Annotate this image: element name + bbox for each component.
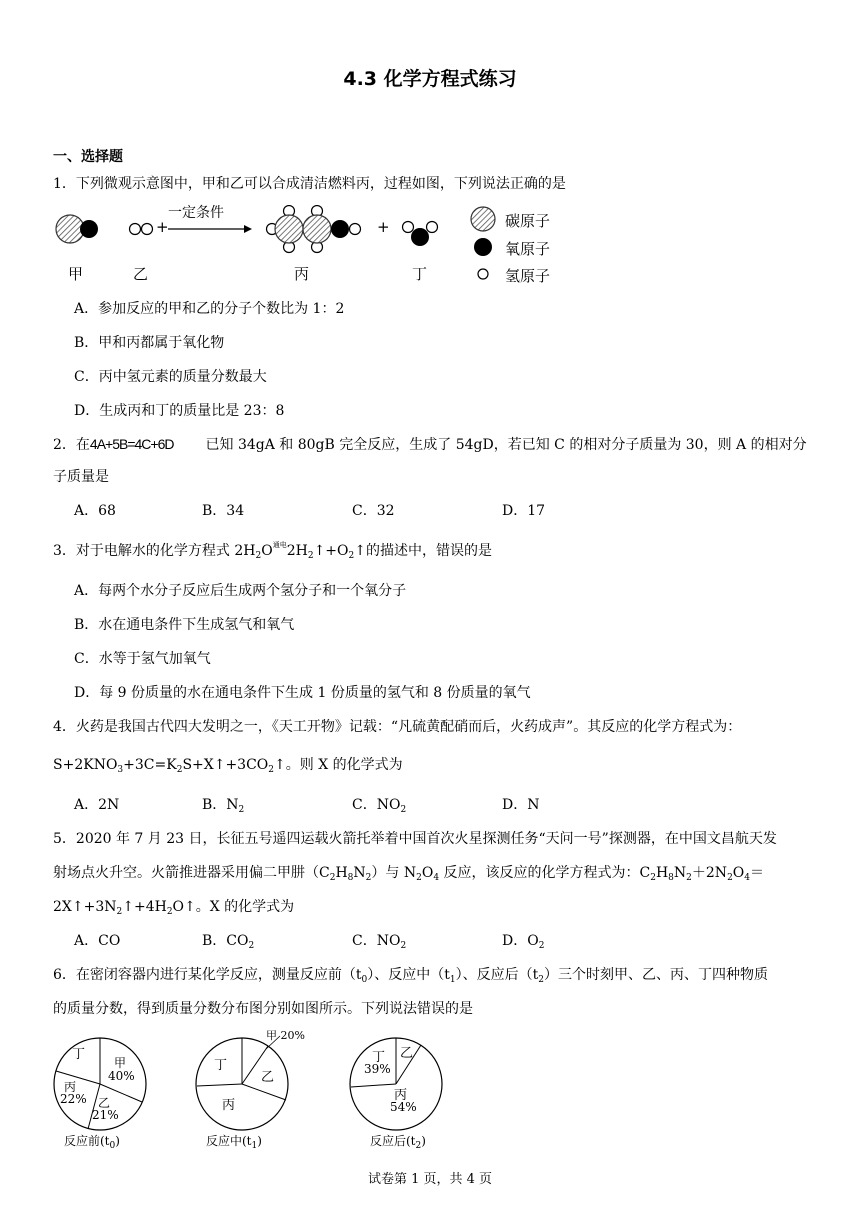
question-3-stem: 3．对于电解水的化学方程式 $2H_2O^{通电}2H_2↑+O_2↑$的描述中，错误的是 <box>53 541 492 561</box>
question-2-option-d: D．17 <box>502 503 546 519</box>
plus-sign: + <box>156 218 169 236</box>
molecule-jia <box>56 215 98 243</box>
molecule-yi <box>130 224 153 235</box>
molecule-ding <box>403 222 438 247</box>
question-5-line2: 射场点火升空。火箭推进器采用偏二甲肼$(C_2H_8N_2)$与 $N_2O_4$ 反应，该反应的化学方程式为：$C_2H_8N_2+2N_2O_4=$ <box>53 865 765 883</box>
equation: 4A+5B=4C+6D <box>89 436 174 452</box>
plus-sign: + <box>377 218 390 236</box>
molecule-bing <box>267 206 361 253</box>
question-3-option-b: B．水在通电条件下生成氢气和氧气 <box>74 617 295 633</box>
diagram-legend <box>471 207 495 279</box>
legend-hydrogen: 氢原子 <box>505 267 551 285</box>
question-2-option-a: A．68 <box>74 503 116 519</box>
question-4-equation: $S+2KNO_3+3C=K_2S+X↑+3CO_2↑$。则 X 的化学式为 <box>53 757 403 775</box>
question-5-line1: 5．2020 年 7 月 23 日，长征五号遥四运载火箭托举着中国首次火星探测任务“天问一号”探测器，在中国文昌航天发 <box>53 831 777 847</box>
legend-oxygen: 氧原子 <box>505 240 551 258</box>
question-1-option-b: B．甲和丙都属于氧化物 <box>74 335 225 351</box>
question-1-option-a: A．参加反应的甲和乙的分子个数比为 1：2 <box>74 301 345 317</box>
question-1-diagram <box>50 205 570 285</box>
question-3-option-c: C．水等于氢气加氧气 <box>74 651 211 667</box>
label-ding: 丁 <box>412 265 428 283</box>
molecule-diagram <box>50 205 570 285</box>
question-5-option-a: A．CO <box>74 933 121 949</box>
pie-t1 <box>196 1036 288 1130</box>
pie-t2-label-yi: 乙 <box>400 1046 414 1061</box>
label-yi: 乙 <box>133 265 149 283</box>
pie-t1-label-yi: 乙 <box>261 1070 275 1085</box>
question-4-stem: 4．火药是我国古代四大发明之一，《天工开物》记载：“凡硫黄配硝而后，火药成声”。其反应的化学方程式为： <box>53 719 742 735</box>
question-5-option-b: B．$CO_2$ <box>202 933 255 951</box>
question-2-option-c: C．32 <box>352 503 395 519</box>
question-3-option-d: D．每 9 份质量的水在通电条件下生成 1 份质量的氢气和 8 份质量的氧气 <box>74 685 531 701</box>
question-3-option-a: A．每两个水分子反应后生成两个氢分子和一个氧分子 <box>74 583 407 599</box>
question-1-stem: 1．下列微观示意图中，甲和乙可以合成清洁燃料丙，过程如图，下列说法正确的是 <box>53 176 566 192</box>
question-6-line2: 的质量分数，得到质量分数分布图分别如图所示。下列说法错误的是 <box>53 1001 473 1017</box>
page-title: 4.3 化学方程式练习 <box>343 68 517 90</box>
pie-t0-label-jia-value: 40% <box>108 1069 135 1083</box>
pie-t1-label-ding: 丁 <box>214 1058 228 1073</box>
page-footer: 试卷第 1 页，共 4 页 <box>367 1172 493 1187</box>
pie-t1-label-bing: 丙 <box>222 1098 236 1113</box>
question-4-option-a: A．2N <box>74 797 120 813</box>
pie-t0-label-ding: 丁 <box>72 1047 86 1062</box>
label-jia: 甲 <box>68 265 84 283</box>
pie-t1-caption: 反应中$(t_1)$ <box>206 1134 262 1151</box>
pie-t0-label-yi: 乙 <box>98 1096 111 1110</box>
question-2-stem: 2．在4A+5B=4C+6D 已知 34gA 和 80gB 完全反应，生成了 54gD，若已知 C 的相对分子质量为 30，则 A 的相对分 <box>53 436 807 453</box>
question-4-option-d: D．N <box>502 797 540 813</box>
question-2-stem-line2: 子质量是 <box>53 469 109 485</box>
condition-label: 通电 <box>272 541 287 549</box>
pie-t0-label-bing: 丙 <box>64 1080 77 1094</box>
question-4-option-b: B．$N_2$ <box>202 797 245 815</box>
legend-carbon: 碳原子 <box>505 212 551 230</box>
question-1-option-c: C．丙中氢元素的质量分数最大 <box>74 369 267 385</box>
pie-t2-label-bing-value: 54% <box>390 1100 417 1114</box>
pie-t0-caption: 反应前$(t_0)$ <box>64 1134 120 1151</box>
label-bing: 丙 <box>294 265 310 283</box>
pie-t0-label-jia: 甲 <box>114 1056 127 1070</box>
question-6-line1: 6．在密闭容器内进行某化学反应，测量反应前$(t_0)$、反应中$(t_1)$、反应后$(t_2)$三个时刻甲、乙、丙、丁四种物质 <box>53 967 769 985</box>
question-6-pie-charts <box>48 1026 508 1152</box>
pie-t2-caption: 反应后$(t_2)$ <box>370 1134 426 1151</box>
question-5-option-c: C．$NO_2$ <box>352 933 407 951</box>
pie-t2-label-bing: 丙 <box>394 1088 408 1103</box>
pie-t1-label-jia: 甲 20% <box>266 1029 305 1042</box>
pie-t0-label-yi-value: 21% <box>92 1108 119 1122</box>
question-5-option-d: D．$O_2$ <box>502 933 545 951</box>
question-4-option-c: C．$NO_2$ <box>352 797 407 815</box>
pie-t0-label-bing-value: 22% <box>60 1092 87 1106</box>
pie-t2-label-ding: 丁 <box>372 1050 386 1065</box>
question-2-option-b: B．34 <box>202 503 245 519</box>
question-1-option-d: D．生成丙和丁的质量比是 23：8 <box>74 403 285 419</box>
pie-t2-label-ding-value: 39% <box>364 1062 391 1076</box>
section-heading: 一、选择题 <box>53 149 123 165</box>
reaction-condition: 一定条件 <box>168 205 224 221</box>
question-5-line3: $2X↑+3N_2↑+4H_2O↑$。X 的化学式为 <box>53 899 295 917</box>
